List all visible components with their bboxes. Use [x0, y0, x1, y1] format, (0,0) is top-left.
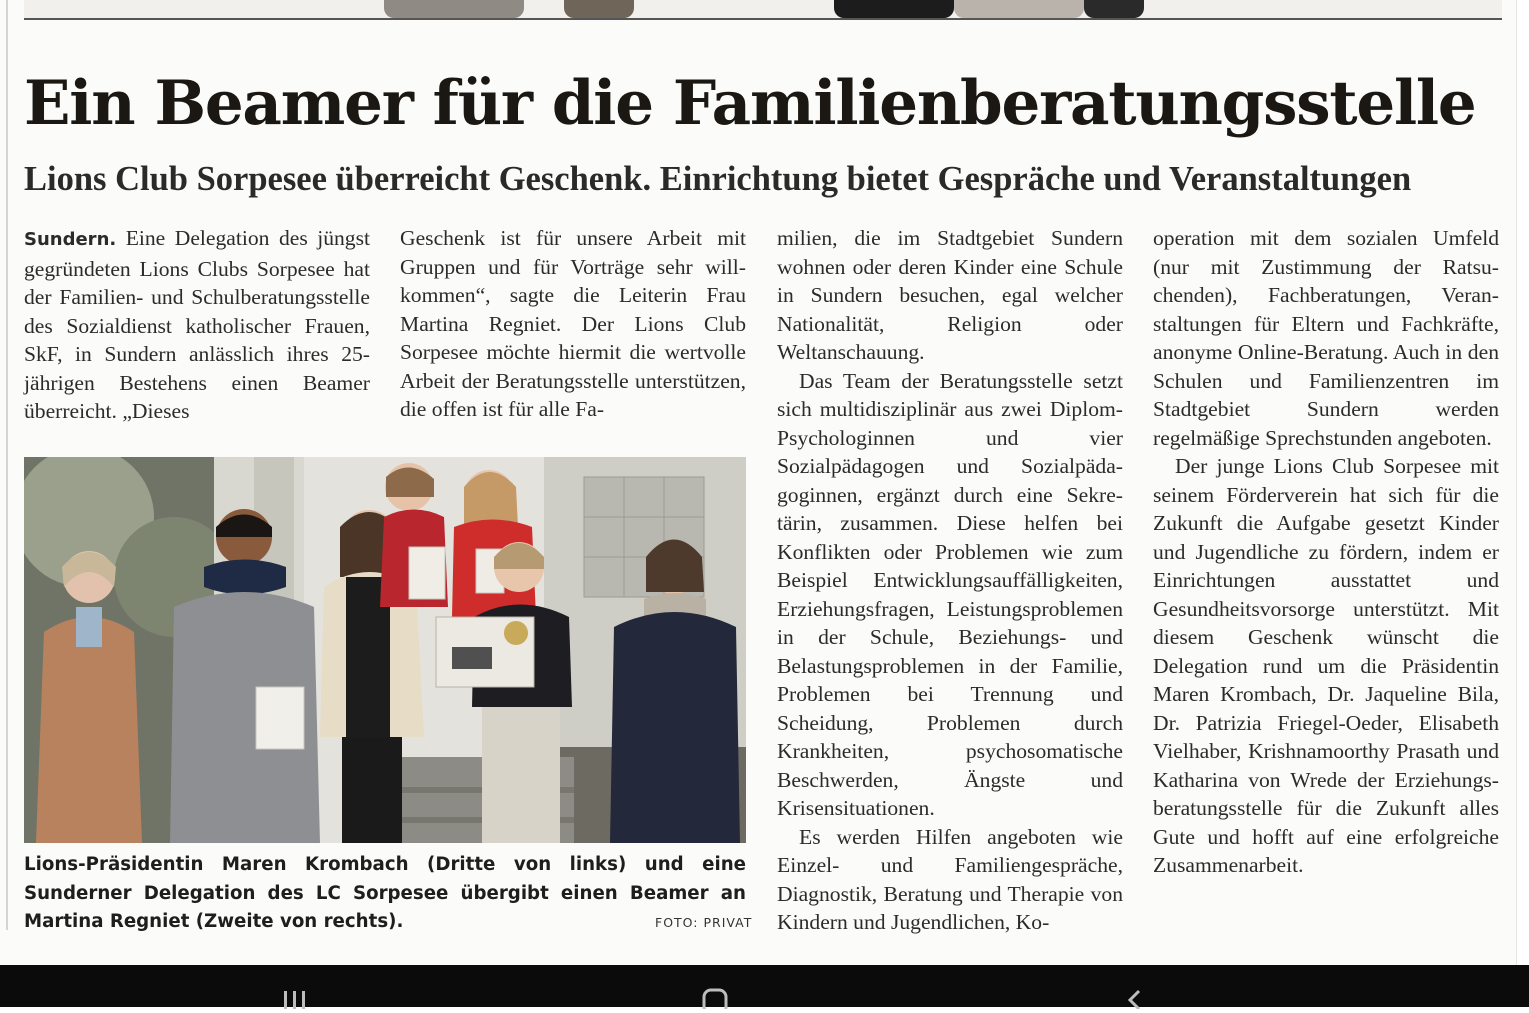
recents-icon	[280, 987, 310, 1009]
column-4-paragraph-1: operation mit dem sozialen Umfeld (nur mit Zustimmung der Ratsuchenden), Fachberatungen, Veranstaltungen für Eltern und Fachkräfte, anonyme Online-Beratung. Auch in den Schulen und Familienzentren im Stadtgebiet Sundern werden regelmäßige Sprechstunden angeboten.	[1153, 226, 1499, 450]
column-3-paragraph-3: Es werden Hilfen angeboten wie Einzel- und Familiengespräche, Diagnostik, Beratung und Therapie von Kindern und Jugendlichen, Ko-	[777, 824, 1123, 934]
article-column-3	[777, 224, 1123, 937]
group-photo-illustration	[24, 457, 746, 843]
recents-button[interactable]	[280, 987, 310, 1009]
article-photo	[24, 457, 746, 843]
column-2-text: Geschenk ist für unsere Arbeit mit Gruppen und für Vorträge sehr willkommen“, sagte die Leiterin Frau Martina Regniet. Der Lions Club Sorpesee möchte hiermit die wertvolle Arbeit der Beratungsstelle unterstützen, die offen ist für alle Fa-	[400, 226, 746, 421]
article-column-4	[1153, 224, 1499, 880]
page-edge-right	[1516, 0, 1529, 965]
column-3-paragraph-1: milien, die im Stadtgebiet Sundern wohnen oder deren Kinder eine Schule in Sundern besuchen, egal welcher Nationalität, Religion oder Weltanschauung.	[777, 226, 1123, 364]
previous-photo-strip	[24, 0, 1502, 18]
column-3-paragraph-2: Das Team der Beratungsstelle setzt sich multidisziplinär aus zwei Diplom-Psychologinnen und vier Sozialpädagogen und Sozialpädagoginnen, ergänzt durch eine Sekretärin, zusammen. Diese helfen bei Konflikten oder Problemen wie zum Beispiel Entwicklungsauffälligkeiten, Erziehungsfragen, Leistungsproblemen in der Schule, Beziehungs- und Belastungsproblemen in der Familie, Problemen bei Trennung und Scheidung, Problemen durch Krankheiten, psychosomatische Beschwerden, Ängste und Krisensituationen.	[777, 368, 1123, 820]
home-button[interactable]	[700, 987, 730, 1009]
back-button[interactable]	[1122, 987, 1146, 1009]
android-navigation-bar	[0, 965, 1529, 1007]
article-headline: Ein Beamer für die Familienberatungsstelle	[24, 68, 1476, 139]
photo-credit: FOTO: PRIVAT	[655, 915, 753, 930]
column-1-text: Eine Delegation des jüngst gegründeten Lions Clubs Sorpesee hat der Familien- und Schulberatungsstelle des Sozialdienst katholischer Frauen, SkF, in Sundern anlässlich ihres 25-jährigen Bestehens einen Beamer überreicht. „Dieses	[24, 226, 370, 423]
home-icon	[700, 987, 730, 1009]
dateline: Sundern.	[24, 229, 117, 250]
article-column-1	[24, 224, 370, 426]
photo-caption: Lions-Präsidentin Maren Krombach (Dritte von links) und eine Sunderner Delegation des LC Sorpesee übergibt einen Beamer an Martina Regniet (Zweite von rechts).	[24, 854, 746, 932]
page-edge-left	[6, 0, 8, 930]
article-column-2	[400, 224, 746, 424]
article-subheadline: Lions Club Sorpesee überreicht Geschenk. Einrichtung bietet Gespräche und Veranstaltungen	[24, 160, 1412, 198]
column-4-paragraph-2: Der junge Lions Club Sorpesee mit seinem Förderverein hat sich für die Zukunft die Aufgabe gesetzt Kinder und Jugendliche zu fördern, indem er Einrichtungen ausstattet und Gesundheitsvorsorge unterstützt. Mit diesem Geschenk wünscht die Delegation rund um die Präsidentin Maren Krombach, Dr. Jaqueline Bila, Dr. Patrizia Friegel-Oeder, Elisabeth Vielhaber, Krishnamoorthy Prasath und Katharina von Wrede der Erziehungsberatungsstelle für die Zukunft alles Gute und hofft auf eine erfolgreiche Zusammenarbeit.	[1153, 454, 1499, 877]
top-rule	[24, 18, 1502, 20]
back-icon	[1122, 987, 1146, 1009]
